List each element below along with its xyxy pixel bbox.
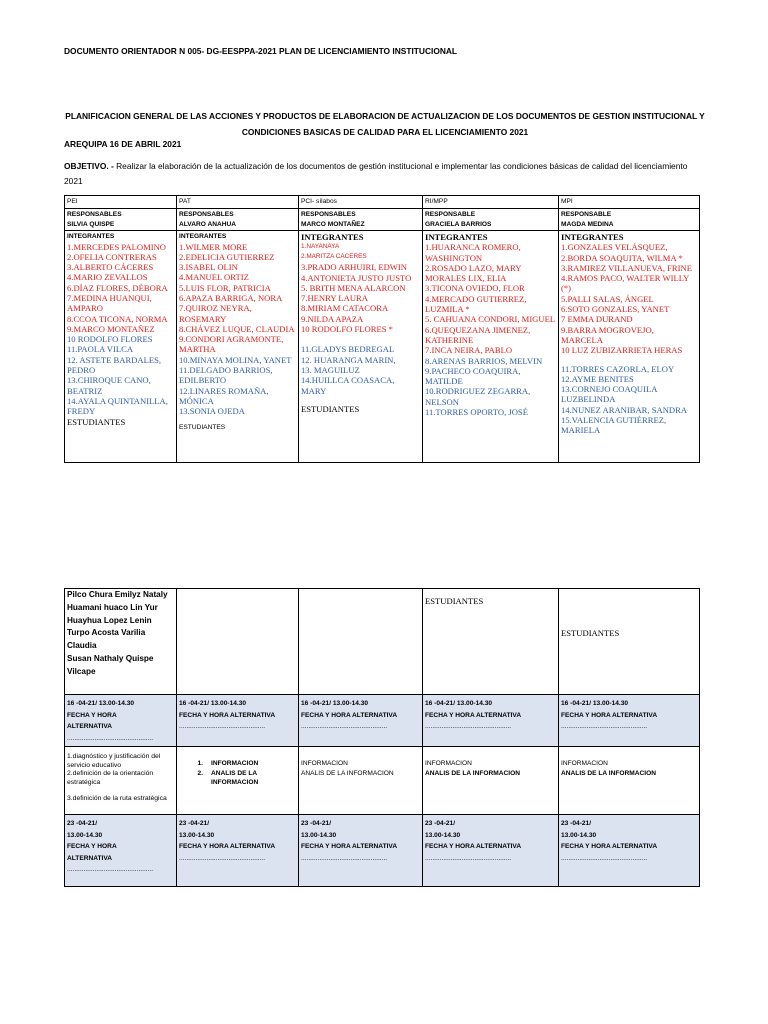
activity-item: ANALIS DE LA INFORMACION [561, 769, 656, 777]
students-label: ESTUDIANTES [561, 628, 620, 638]
schedule-cell [177, 695, 299, 747]
col-header-pat: PAT [177, 196, 299, 209]
header-row [65, 196, 700, 209]
list-item: 8.CHÁVEZ LUQUE, CLAUDIA [179, 323, 295, 334]
list-item: 8.ARENAS BARRIOS, MELVIN [425, 355, 543, 366]
resp-label: RESPONSABLE [561, 211, 612, 218]
list-item: 1.HUARANCA ROMERO, WASHINGTON [425, 242, 521, 263]
list-item: Huayhua Lopez Lenin [67, 615, 152, 625]
list-item: 1.WILMER MORE [179, 241, 248, 252]
schedule-date: 13.00-14.30 [179, 831, 215, 839]
list-item: 6.SOTO GONZALES, YANET [561, 304, 670, 315]
integrantes-label: INTEGRANTES [561, 232, 624, 242]
activity-item: ANALIS DE LA INFORMACION [425, 769, 520, 777]
list-item: 13.CHIROQUE CANO, BEATRIZ [67, 375, 151, 396]
list-item: 6.DÍAZ FLORES, DÉBORA [67, 282, 168, 293]
schedule-label: FECHA Y HORA [67, 711, 117, 719]
schedule-cell [299, 815, 423, 887]
list-item: 12.AYME BENITES [561, 373, 634, 384]
objective-label: OBJETIVO. - [64, 161, 114, 171]
resp-name: GRACIELA BARRIOS [425, 220, 492, 228]
list-item: 10 RODOLFO FLORES [67, 334, 153, 345]
integrantes-mpi [559, 231, 700, 463]
schedule-date: 13.00-14.30 [561, 831, 597, 839]
integrantes-ri [423, 231, 559, 463]
list-item: 10.RODRIGUEZ ZEGARRA, NELSON [425, 386, 531, 407]
list-item: 3.PRADO ARHUIRI, EDWIN [301, 262, 407, 273]
resp-cell [65, 209, 177, 231]
list-item: 11.PAOLA VILCA [67, 344, 134, 355]
list-item: 11.TORRES OPORTO, JOSÉ [425, 407, 528, 418]
schedule-dots: ............................................... [425, 723, 512, 730]
page-title [64, 108, 706, 140]
member-list-red [67, 242, 174, 335]
member-list-blue [561, 364, 697, 436]
member-list-red [301, 262, 420, 334]
empty-cell [299, 589, 423, 695]
list-item: 2.OFELIA CONTRERAS [67, 251, 157, 262]
list-item: 6.QUEQUEZANA JIMENEZ, KATHERINE [425, 324, 531, 345]
students-cell [65, 589, 177, 695]
activities-row [65, 747, 700, 815]
list-item: 6.APAZA BARRIGA, NORA [179, 292, 283, 303]
schedule-row-2 [65, 815, 700, 887]
list-item: 7.HENRY LAURA [301, 293, 368, 304]
students-label: ESTUDIANTES [425, 596, 484, 606]
schedule-row-1 [65, 695, 700, 747]
list-item: 9.PACHECO COAQUIRA, MATILDE [425, 365, 521, 387]
list-item: Susan Nathaly Quispe Vilcape [67, 653, 154, 676]
resp-name: MARCO MONTAÑEZ [301, 220, 365, 228]
member-list-red [179, 242, 296, 355]
schedule-label: FECHA Y HORA ALTERNATIVA [425, 711, 522, 719]
list-item: 7.QUIROZ NEYRA, ROSEMARY [179, 303, 252, 324]
schedule-label: FECHA Y HORA [67, 843, 117, 850]
member-list-blue [67, 334, 174, 416]
schedule-dots: ............................................... [179, 854, 266, 862]
students-cell-mpi [559, 589, 700, 695]
schedule-date: 16 -04-21/ 13.00-14.30 [67, 700, 135, 707]
schedule-date: 16 -04-21/ 13.00-14.30 [301, 700, 369, 707]
schedule-label: FECHA Y HORA ALTERNATIVA [425, 843, 522, 850]
resp-cell [559, 209, 700, 231]
list-item: 4.MANUEL ORTIZ [179, 272, 249, 283]
students-label: ESTUDIANTES [301, 403, 360, 414]
list-item: 1.NAYANAYA [301, 243, 340, 251]
member-list-red-small [301, 242, 420, 262]
member-list-red [561, 242, 697, 355]
list-item: 12.LINARES ROMAÑA, MÓNICA [179, 385, 269, 406]
schedule-dots: ............................................... [67, 866, 154, 873]
schedule-table [64, 588, 700, 887]
schedule-cell [423, 695, 559, 747]
schedule-date: 23 -04-21/ [67, 820, 98, 827]
list-item: 12. HUARANGA MARIN, [301, 354, 396, 365]
schedule-label: FECHA Y HORA ALTERNATIVA [561, 843, 658, 850]
schedule-date: 23 -04-21/ [301, 820, 332, 827]
list-item: 10 RODOLFO FLORES * [301, 324, 393, 335]
col-header-pei: PEI [65, 196, 177, 209]
schedule-date: 16 -04-21/ 13.00-14.30 [179, 700, 247, 707]
list-item: 7 EMMA DURAND [561, 314, 633, 325]
member-list-red [425, 242, 556, 355]
list-item: 13.SONIA OJEDA [179, 406, 245, 417]
objective [64, 159, 704, 189]
students-label: ESTUDIANTES [179, 423, 226, 431]
list-item: 9.NILDA APAZA [301, 313, 364, 324]
list-item: 3.TICONA OVIEDO, FLOR [425, 283, 525, 294]
schedule-dots: ............................................... [67, 734, 154, 742]
list-item: 9.MARCO MONTAÑEZ [67, 323, 155, 334]
schedule-cell [559, 695, 700, 747]
list-item: Pilco Chura Emilyz Nataly [67, 590, 168, 599]
schedule-label: FECHA Y HORA ALTERNATIVA [179, 711, 276, 719]
schedule-cell [65, 695, 177, 747]
students-label: ESTUDIANTES [67, 416, 126, 427]
activity-item: INFORMACION [561, 760, 608, 767]
list-item: 7.MEDINA HUANQUI, AMPARO [67, 292, 152, 314]
list-item: 13. MAGUILUZ [301, 364, 360, 375]
schedule-label: ALTERNATIVA [67, 854, 113, 862]
schedule-label: FECHA Y HORA ALTERNATIVA [301, 843, 398, 850]
students-row [65, 589, 700, 695]
document-header: DOCUMENTO ORIENTADOR N 005- DG-EESPPA-2021 PLAN DE LICENCIAMIENTO INSTITUCIONAL [64, 46, 458, 56]
activity-item: INFORMACION [425, 760, 472, 767]
students-cell-ri [423, 589, 559, 695]
resp-label: RESPONSABLES [301, 211, 356, 218]
member-list-blue [425, 356, 556, 418]
resp-name: MAGDA MEDINA [561, 220, 614, 228]
list-item: 14.HUILLCA COASACA, MARY [301, 375, 395, 396]
document-date: AREQUIPA 16 DE ABRIL 2021 [64, 139, 182, 149]
list-item: 5. BRITH MENA ALARCON [301, 282, 406, 293]
activity-item: INFORMACION [301, 760, 348, 767]
col-header-ri: RI/MPP [423, 196, 559, 209]
list-item: 9.BARRA MOGROVEJO, MARCELA [561, 324, 654, 345]
integrantes-pei [65, 231, 177, 463]
list-item: 5.LUIS FLOR, PATRICIA [179, 282, 271, 293]
resp-name: ALVARO ANAHUA [179, 220, 237, 228]
list-item: 3.RAMIREZ VILLANUEVA, FRINE [561, 262, 692, 273]
resp-label: RESPONSABLES [67, 211, 122, 218]
schedule-date: 13.00-14.30 [301, 831, 337, 839]
list-item: 10.MINAYA MOLINA, YANET [179, 354, 292, 365]
col-header-pci: PCI- sílabos [299, 196, 423, 209]
list-item: 12. ASTETE BARDALES, PEDRO [67, 354, 162, 376]
activity-item: 2.definición de la orientación estratégica [67, 770, 154, 786]
activity-item: ANALIS DE LA INFORMACION [301, 769, 394, 777]
empty-cell [177, 589, 299, 695]
schedule-label: FECHA Y HORA ALTERNATIVA [561, 711, 658, 719]
list-item: 2.ROSADO LAZO, MARY MORALES LIX, ELIA [425, 262, 522, 284]
list-item: 4.RAMOS PACO, WALTER WILLY (*) [561, 273, 689, 294]
resp-label: RESPONSABLE [425, 211, 476, 218]
list-item: 8.CCOA TICONA, NORMA [67, 313, 168, 324]
list-item: 11.DELGADO BARRIOS, EDILBERTO [179, 365, 273, 386]
list-item: 14.AYALA QUINTANILLA, FREDY [67, 395, 168, 417]
list-item: 5. CAHUANA CONDORI, MIGUEL [425, 314, 556, 325]
list-item: 4.ANTONIETA JUSTO JUSTO [301, 272, 412, 283]
list-item: 7.INCA NEIRA, PABLO [425, 345, 513, 356]
list-item: 9.CONDORI AGRAMONTE, MARTHA [179, 334, 284, 355]
schedule-dots: ............................................... [301, 854, 388, 862]
integrantes-label: INTEGRANTES [67, 233, 115, 240]
schedule-cell [299, 695, 423, 747]
list-item: 4.MERCADO GUTIERREZ, LUZMILA * [425, 293, 527, 315]
integrantes-pci [299, 231, 423, 463]
schedule-date: 13.00-14.30 [67, 831, 103, 839]
list-item: Huamani huaco Lin Yur [67, 602, 158, 612]
integrantes-row [65, 231, 700, 463]
schedule-cell [559, 815, 700, 887]
integrantes-label: INTEGRANTES [179, 233, 227, 240]
schedule-label: ALTERNATIVA [67, 723, 113, 730]
member-list-blue [179, 355, 296, 417]
responsables-row [65, 209, 700, 231]
activities-cell [559, 747, 700, 815]
activity-item: 2. ANALIS DE LA INFORMACION [197, 769, 259, 786]
list-item: 4.MARIO ZEVALLOS [67, 272, 148, 283]
list-item: Turpo Acosta Varilia Claudia [67, 628, 146, 651]
planning-table [64, 195, 700, 463]
schedule-date: 23 -04-21/ [561, 820, 592, 827]
list-item: 10 LUZ ZUBIZARRIETA HERAS [561, 345, 683, 356]
title-line-2: CONDICIONES BASICAS DE CALIDAD PARA EL LICENCIAMIENTO 2021 [241, 127, 529, 137]
member-list-blue [301, 344, 420, 395]
schedule-date: 23 -04-21/ [179, 820, 210, 827]
activities-cell [423, 747, 559, 815]
list-item: 8.MIRIAM CATACORA [301, 303, 389, 314]
activity-item: 1.diagnóstico y justificación del servicio educativo [67, 753, 161, 769]
activities-cell [177, 747, 299, 815]
list-item: 13.CORNEJO COAQUILA LUZBELINDA [561, 384, 657, 405]
integrantes-label: INTEGRANTES [301, 232, 364, 242]
resp-cell [177, 209, 299, 231]
activities-cell [299, 747, 423, 815]
schedule-dots: ............................................... [301, 723, 388, 730]
list-item: 1.GONZALES VELÁSQUEZ, [561, 242, 668, 253]
integrantes-label: INTEGRANTES [425, 232, 488, 242]
list-item: 11.GLADYS BEDREGAL [301, 344, 395, 355]
integrantes-pat [177, 231, 299, 463]
resp-label: RESPONSABLES [179, 211, 234, 218]
list-item: 3.ISABEL OLIN [179, 262, 238, 273]
activity-item: 3.definición de la ruta estratégica [67, 795, 167, 802]
schedule-cell [423, 815, 559, 887]
schedule-date: 13.00-14.30 [425, 831, 461, 839]
schedule-dots: ............................................... [179, 723, 266, 730]
schedule-dots: ............................................... [425, 854, 512, 862]
col-header-mpi: MPI [559, 196, 700, 209]
student-list [67, 589, 174, 679]
activity-item: 1. INFORMACION [197, 760, 259, 767]
schedule-date: 23 -04-21/ [425, 820, 456, 827]
list-item: 3.ALBERTO CÁCERES [67, 262, 154, 273]
list-item: 14.NUNEZ ARANIBAR, SANDRA [561, 404, 688, 415]
schedule-dots: ............................................... [561, 723, 648, 730]
schedule-date: 16 -04-21/ 13.00-14.30 [561, 700, 629, 707]
objective-text: Realizar la elaboración de la actualización de los documentos de gestión institucional e implementar las condiciones básicas de calidad del licenciamiento 2021 [64, 161, 688, 186]
schedule-cell [177, 815, 299, 887]
schedule-cell [65, 815, 177, 887]
resp-cell [299, 209, 423, 231]
list-item: 2.MARITZA CACERES [301, 253, 367, 261]
activities-cell [65, 747, 177, 815]
title-line-1: PLANIFICACION GENERAL DE LAS ACCIONES Y PRODUCTOS DE ELABORACION DE ACTUALIZACION DE LOS DOCUMENTOS DE GESTION INSTITUCIONAL Y [65, 111, 705, 121]
schedule-label: FECHA Y HORA ALTERNATIVA [301, 711, 398, 719]
schedule-date: 16 -04-21/ 13.00-14.30 [425, 700, 493, 707]
resp-name: SILVIA QUISPE [67, 220, 115, 228]
schedule-dots: ............................................... [561, 854, 648, 862]
schedule-label: FECHA Y HORA ALTERNATIVA [179, 843, 276, 850]
list-item: 15.VALENCIA GUTIÉRREZ, MARIELA [561, 415, 667, 436]
resp-cell [423, 209, 559, 231]
list-item: 5.PALLI SALAS, ÁNGEL [561, 293, 654, 304]
list-item: 11.TORRES CAZORLA, ELOY [561, 363, 675, 374]
list-item: 2.EDELICIA GUTIERREZ [179, 251, 275, 262]
list-item: 2.BORDA SOAQUITA, WILMA * [561, 252, 683, 263]
list-item: 1.MERCEDES PALOMINO [67, 241, 166, 252]
